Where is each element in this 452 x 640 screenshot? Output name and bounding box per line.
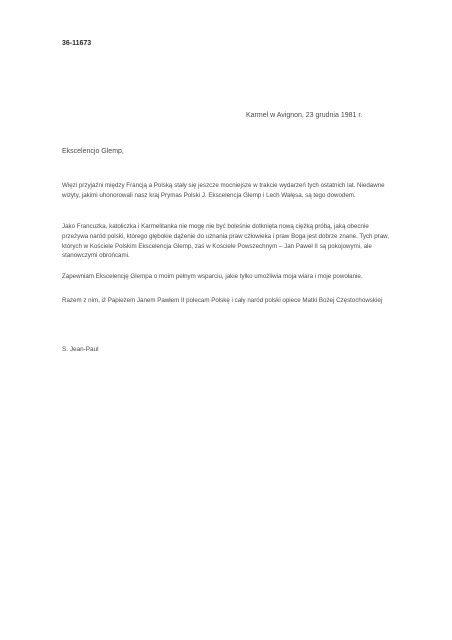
body-paragraph-2: Jako Francuzka, katoliczka i Karmelitanka nie mogę nie być boleśnie dotknięta nową ciężką próbą, jaką obecnie przeżywa naród polski, którego głębokie dążenie do uznania praw człowieka i praw Boga jest dobrze znane. Tych praw, których w Kościele Polskim Ekscelencja Glemp, zaś w Kościele Powszechnym – Jan Paweł II są pokojowymi, ale stanowczymi obrońcami. bbox=[62, 223, 389, 260]
signature: S. Jean-Paul bbox=[62, 346, 99, 353]
body-paragraph-3: Zapewniam Ekscelencję Glempa o moim pełnym wsparciu, jakie tylko umożliwia moja wiara i moje powołanie. bbox=[62, 273, 363, 280]
document-reference-number: 36-11673 bbox=[62, 40, 92, 47]
salutation: Ekscelencjo Glemp, bbox=[62, 148, 124, 155]
body-paragraph-4: Razem z nim, iż Papieżem Janem Pawłem II polecam Polskę i cały naród polski opiece Matki Bożej Częstochowskiej bbox=[62, 297, 383, 304]
place-and-date: Karmel w Avignon, 23 grudnia 1981 r. bbox=[246, 112, 363, 119]
body-paragraph-1: Więzi przyjaźni między Francją a Polską stały się jeszcze mocniejsze w trakcie wydarzeń tych ostatnich lat. Niedawne wizyty, jakimi uhonorowali nasz kraj Prymas Polski J. Ekscelencja Glemp i Lech Wałęsa, są tego dowodem. bbox=[62, 182, 385, 199]
